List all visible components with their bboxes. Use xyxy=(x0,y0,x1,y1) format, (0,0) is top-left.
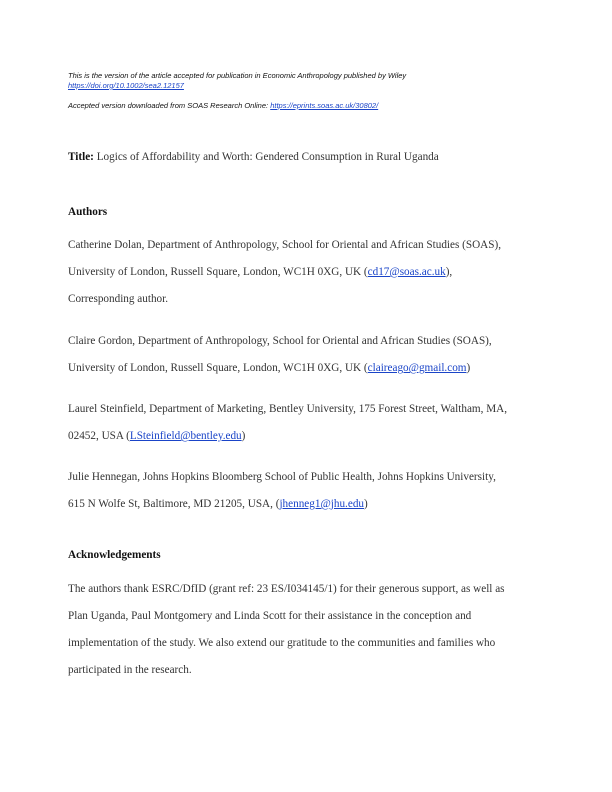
author-dolan-address: University of London, Russell Square, London, WC1H 0XG, UK ( xyxy=(68,266,368,278)
publication-notice xyxy=(68,71,548,111)
author-dolan-line2 xyxy=(68,265,548,292)
email-link-steinfield[interactable]: LSteinfield@bentley.edu xyxy=(129,430,242,442)
title-label: Title: xyxy=(68,151,94,163)
author-gordon-line1: Claire Gordon, Department of Anthropology, School for Oriental and African Studies (SOAS), xyxy=(68,335,492,347)
author-gordon xyxy=(68,334,548,388)
download-notice xyxy=(68,101,548,111)
email-link-dolan[interactable]: cd17@soas.ac.uk xyxy=(367,266,446,278)
author-gordon-line2 xyxy=(68,361,548,388)
author-hennegan xyxy=(68,470,548,524)
acknowledgements-line: Plan Uganda, Paul Montgomery and Linda Scott for their assistance in the conception and xyxy=(68,610,472,622)
author-steinfield xyxy=(68,402,548,456)
acknowledgements-line: implementation of the study. We also extend our gratitude to the communities and families who xyxy=(68,637,496,649)
email-link-hennegan[interactable]: jhenneg1@jhu.edu xyxy=(279,498,365,510)
authors-heading: Authors xyxy=(68,206,108,218)
author-gordon-address: University of London, Russell Square, London, WC1H 0XG, UK ( xyxy=(68,362,368,374)
eprints-link[interactable]: https://eprints.soas.ac.uk/30802/ xyxy=(270,101,379,110)
author-steinfield-line1: Laurel Steinfield, Department of Marketing, Bentley University, 175 Forest Street, Waltham, MA, xyxy=(68,403,508,415)
author-dolan-line1: Catherine Dolan, Department of Anthropology, School for Oriental and African Studies (SOAS), xyxy=(68,239,502,251)
acknowledgements-paragraph xyxy=(68,582,548,690)
doi-link[interactable]: https://doi.org/10.1002/sea2.12157 xyxy=(68,81,184,90)
download-notice-text: Accepted version downloaded from SOAS Research Online: xyxy=(68,101,271,110)
corresponding-author-note: Corresponding author. xyxy=(68,293,169,305)
author-hennegan-line2 xyxy=(68,497,548,524)
author-hennegan-address: 615 N Wolfe St, Baltimore, MD 21205, USA, ( xyxy=(68,498,280,510)
acknowledgements-line: The authors thank ESRC/DfID (grant ref: 23 ES/I034145/1) for their generous support, as well as xyxy=(68,583,505,595)
author-hennegan-close: ) xyxy=(364,498,368,510)
author-dolan-close: ), xyxy=(445,266,453,278)
acknowledgements-line: participated in the research. xyxy=(68,664,192,676)
author-hennegan-line1: Julie Hennegan, Johns Hopkins Bloomberg School of Public Health, Johns Hopkins University, xyxy=(68,471,496,483)
article-title xyxy=(68,151,439,163)
title-text: Logics of Affordability and Worth: Gendered Consumption in Rural Uganda xyxy=(93,151,439,163)
author-steinfield-close: ) xyxy=(241,430,246,442)
author-steinfield-address: 02452, USA ( xyxy=(68,430,130,442)
author-dolan xyxy=(68,238,548,319)
publication-notice-text: This is the version of the article accepted for publication in Economic Anthropology published by Wiley xyxy=(68,71,407,80)
author-steinfield-line2 xyxy=(68,429,548,456)
acknowledgements-heading: Acknowledgements xyxy=(68,549,161,561)
email-link-gordon[interactable]: claireago@gmail.com xyxy=(367,362,467,374)
author-gordon-close: ) xyxy=(466,362,471,374)
